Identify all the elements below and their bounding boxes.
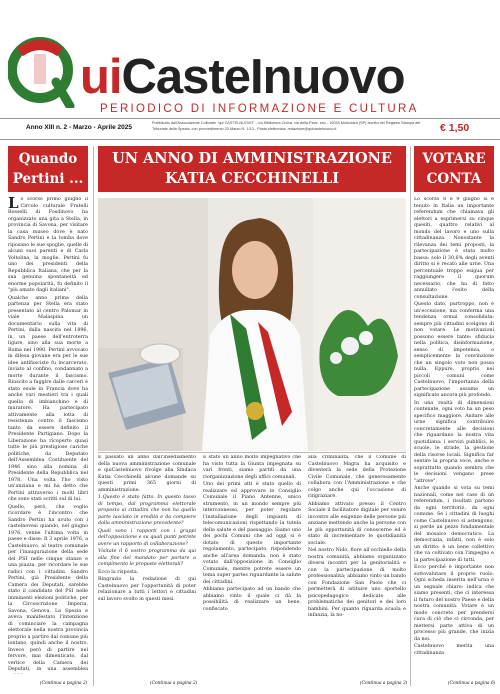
publisher-info: Pubblicato dall'Associazione Culturale "qui CASTELNUOVO" - c/o Biblioteca Civica, via della Pace, snc - 19033 Molicciara (SP) Iscritto nel Registro Stampa del Tribunale della Spezia, con provvedimento 23 Marzo N. 1/13 - Posta elettronica: redazione@quicastelnuovo.it	[152, 121, 421, 131]
right-article: Lo scorso 8 e 9 giugno si è tenuto in Italia un importante referendum che chiamava gli elettori a esprimersi su cinque quesiti, quattro relativi al mondo del lavoro e uno sulla cittadinanza. Nonostante la rilevanza dei temi proposti, la partecipazione è stata molto bassa: solo il 30,6% degli aventi diritto si è recato alle urne. Una percentuale troppo esigua per raggiungere il quorum necessario, che ha di fatto annullato l'esito della consultazione. Questo dato, purtroppo, non è un'eccezione, ma conferma una tendenza ormai consolidata: sempre più cittadini scelgono di non votare. Le motivazioni possono essere tante: sfiducia nella politica, disinformazione, senso di impotenza, o semplicemente la convinzione che un singolo voto non possa nulla. Eppure, proprio nei piccoli comuni come Castelnuovo, l'importanza della partecipazione assume un significato ancora più profondo. In una realtà di dimensioni contenute, ogni voto ha un peso specifico maggiore. Andare alle urne significa contribuire concretamente alle decisioni che riguardano la nostra vita quotidiana: i servizi pubblici, le scuole, le strade, la gestione della risorse locali. Significa far sentire la propria voce, anche e soprattutto quando sembra che le decisioni vengano prese "altrove". Anche quando si vota su temi nazionali, come nel caso di un referendum, i risultati partono da ogni territorio, da ogni comune. Se i cittadini di luoghi come Castelnuovo si astengono, si perde un pezzo fondamentale del mosaico democratico. La democrazia, infatti, non è solo un diritto: è un bene collettivo che va coltivato con l'impegno e la partecipazione di tutti. Ecco perché è importante non sottovalutare il proprio ruolo. Ogni scheda inserita nell'urna è un segnale chiaro: indica che siamo presenti, che ci interessa il futuro del nostro Paese e della nostra comunità. Votare è un modo concreto per prendersi cura di ciò che ci circonda, per mettersi parte attiva di un processo più grande, che inizia da noi. Castelnuovo merita una cittadinanza	[414, 197, 494, 656]
continue-link[interactable]: (Continua a pagina 6)	[448, 681, 496, 686]
info-bar	[0, 118, 500, 140]
center-article-col2: È stato un anno molto impegnativo che ha visto tutta la Giunta impegnata su vari fronti, siamo partiti da una riorganizzazione degli uffici comunali. Uno dei primi atti è stato quello di realizzare ed approvare in Consiglio Comunale il Piano Antenne, unico strumento, in un mondo sempre più interconnesso, per poter regolare l'installazione degli impianti di telecomunicazioni rispettando la tutela della salute e del paesaggio. Siamo uno dei pochi Comuni che ad oggi si è dotato di questo importante regolamento, partecipato, rispondendo anche all'area domanda, non è stato votato dall'opposizione in Consiglio Comunale, mentre potrete essere un tema super partes riguardante la salute dei cittadini. Abbiamo partecipato ad un bando che abbiamo vinto il quale ci dà la possibilità di realizzare un bene, confiscato	[203, 455, 301, 612]
continue-link[interactable]: (Continua a pagina 2)	[40, 681, 88, 686]
logo-q-icon	[8, 30, 78, 108]
column-divider	[93, 146, 94, 686]
left-article	[8, 197, 88, 674]
center-heading: UN ANNO DI AMMINISTRAZIONE KATIA CECCHINELLI	[98, 146, 406, 192]
continue-link[interactable]: (Continua a pagina 2)	[150, 681, 198, 686]
masthead	[0, 0, 500, 140]
masthead-title-ui: ui	[80, 50, 122, 104]
right-heading: VOTARE CONTA	[414, 146, 494, 192]
dropcap: L	[8, 197, 19, 212]
photo-rule	[98, 452, 406, 453]
masthead-title	[80, 52, 405, 102]
masthead-subtitle: PERIODICO DI INFORMAZIONE E CULTURA	[100, 103, 419, 115]
price: € 1,50	[440, 122, 470, 134]
left-paragraph: Quello, però, che voglio ricordare è l'incontro che Sandro Pertini ha avuto con i castelnovesi quando, nel giugno 1976, venne l'ultima volta in paese e disse: Il 3 aprile 1976, a Castelnuovo, al teatro comunale per l'inaugurazione della sede del PSI nelle cinque stanze e una piazza, per ricordare le sue radici con i cittadini. Sandro Pertini, già Presidente della Camera dei Deputati, sarebbe stato il candidato del PSI nelle imminenti elezioni politiche, per la Circoscrizione Imperia, Savona, Genova, La Spezia e aveva manifestato l'intenzione di cominciare la campagna elettorale nella nostra provincia proprio a partire dal comune più lontano, quindi anche il nostro. Invece però di partire nel fervore, mai dimenticato, dal vertice della Camera dei Deputati, in una assemblea	[8, 504, 88, 672]
center-article-col1: È passato un anno dall'insediamento della nuova amministrazione comunale e quiCastelnuovo rivolge alla Sindaca Katia Cecchinelli alcune domande su questi primi 365 giorni di amministrazione. 1.Questo è stato fatto. In questo tasso di tempo, dal programma elettorale proposto ai cittadini che non ha quello parte lasciato in eredità e da compiere dalla amministrazione precedente? Quali sono i rapporti con i gruppi dell'opposizione e su quali punti potrete avere un rapporto di collaborazione? Visitate il 6 vostro programma da qui alla fine del mandato per portare a compimento le proposte elettorali? Ecco la risposta. Ringrazio la redazione di qui Castelnuovo per l'opportunità di poter relazionare a tutti i lettori e cittadini sul lavoro svolto in questi mesi.	[98, 455, 196, 602]
left-paragraph: Lo scorso primo giugno il Circolo culturale Fratelli Rosselli di Fosdinovo ha organizzato una gita a Stella, in provincia di Savona, per visitare la casa museo dove è nato Sandro Pertini e la tomba dove riposano le sue spoglie, quelle di alcuni suoi parenti e di Carla Voltolina, la moglie. Pertini fu uno dei presidenti della Repubblica Italiana, che per la sua genuina spontaneità ed enorme popolarità, fu definito il "più amato dagli italiani".	[8, 197, 88, 293]
left-heading: Quando Pertini ...	[8, 146, 88, 192]
masthead-title-rest: CasteInuovo	[121, 50, 405, 104]
center-article-col3: alla criminalità, che il Comune di Castelnuovo Magra ha acquisito e diventerà la sede della Protezione Civile Comunale, che generosamente collabora con l'Amministrazione e che colgo anche qui l'occasione di ringraziare. Abbiamo attivato presso il Centro Sociale il facilitatore digitale per venire incontro alle esigenze delle persone più anziane mettendo anche la persone con le più opportunità di conoscerne ed è stato di incrementare le quotidianità sociale. Nel nostro Nido, fiore all'occhiello della nostra comunità, abbiamo organizzato diversi incontri per la genitorialità e con la partecipazione di molto professionalità; abbiamo vinto un bando con Fondazione San Paolo che ci permetterà di istituire uno sportello psicopedagogico dedicato alle problematiche dei genitori e dei loro bambini. Per quanto riguarda scuola e infanzia, la no-	[308, 455, 406, 618]
column-divider	[410, 146, 411, 686]
mayor-photo	[98, 198, 406, 451]
issue-number: Anno XIII n. 2 - Marzo - Aprile 2025	[26, 124, 132, 131]
continue-link[interactable]: (Continua a pagina 3)	[360, 681, 408, 686]
left-paragraph: Qualche anno prima della partenza per Stella era stato presentato al centro Palomar in viale Malaspina un documentario sulla vita di Pertini, dalla nascita nel 1896, in un paese dell'entroterra ligure, sino alla sua morte a Roma nel 1990. Pertini avvocato in difesa giovane era per le sue idee antifasciste fu incarcerato, inviato al confino, condannato a morte durante il fascismo. Riuscito a fuggire dalle carceri è stato esule in Francia dove ha anche vari mestieri tra i quali quella di imbianchino e di muratore. Ha partecipato attivamente alla lotta di resistenza contro il fascismo tanto da essere definito il Presidente Partigiano. Dopo la Liberazione ha ricoperto quasi tutte le più prestigiose cariche politiche, da Deputato dell'Assemblea Costituente del 1946 sino alla nomina di Presidente della Repubblica nel 1978. Una volta l'ho visto un'anziana e mi ha detto che Pertini attraverso i molti libri che sono stati scritti sul di lui.	[8, 295, 88, 502]
